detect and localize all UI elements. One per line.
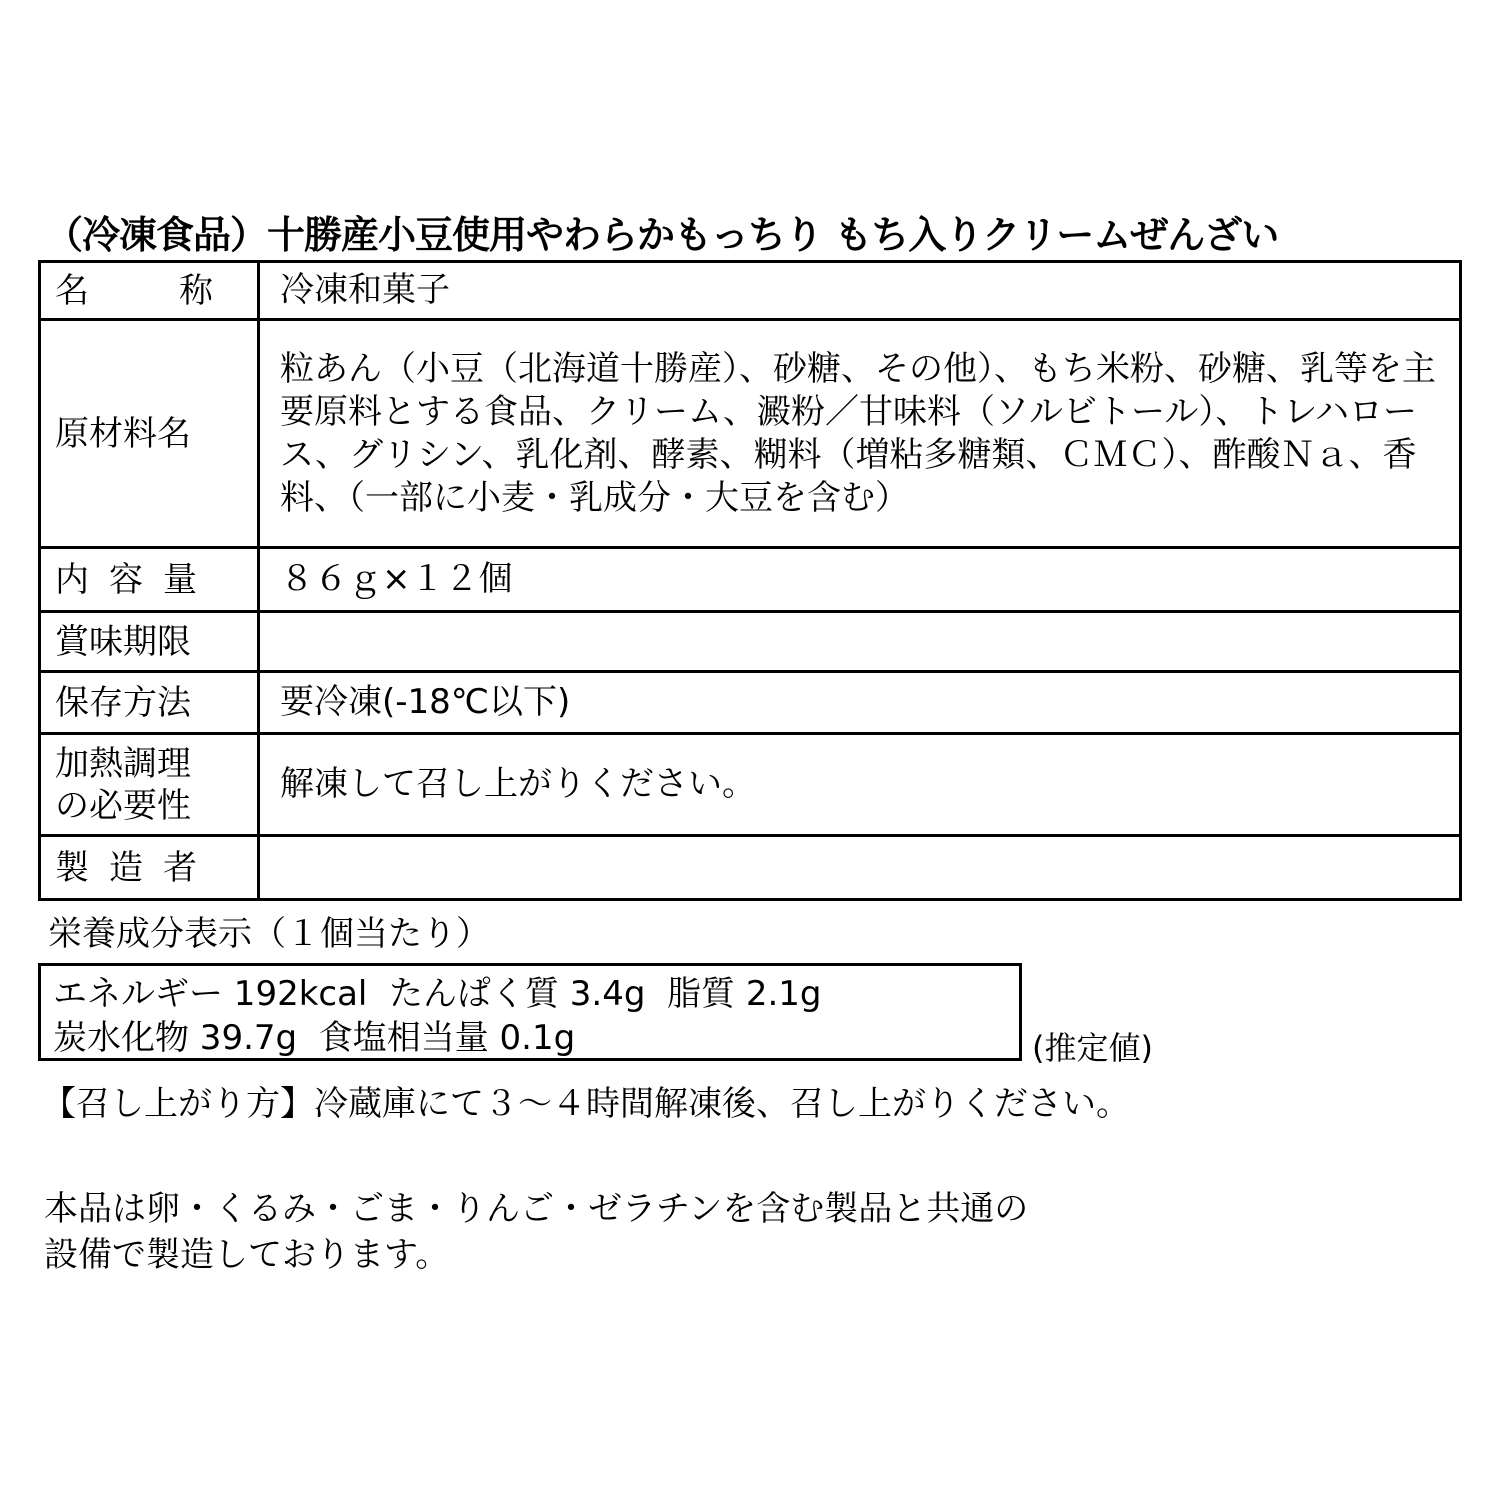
spec-label-contents: 内容量 <box>40 548 259 612</box>
allergen-notice: 本品は卵・くるみ・ごま・りんご・ゼラチンを含む製品と共通の設備で製造しております。 <box>44 1189 1029 1275</box>
spec-row-name <box>40 262 1461 320</box>
spec-label-heating <box>40 734 259 836</box>
spec-row-ingredients <box>40 320 1461 548</box>
nutrition-line-1: エネルギー 192kcal たんぱく質 3.4g 脂質 2.1g <box>53 974 822 1014</box>
spec-label-best-before: 賞味期限 <box>40 612 259 672</box>
spec-label-name: 名称 <box>40 262 259 320</box>
spec-row-storage <box>40 672 1461 734</box>
nutrition-heading: 栄養成分表示（１個当たり） <box>48 914 490 954</box>
spec-label-heating-line2: の必要性 <box>55 785 191 826</box>
nutrition-facts-box <box>38 963 1022 1061</box>
product-spec-table <box>38 260 1462 901</box>
spec-value-name: 冷凍和菓子 <box>259 262 1461 320</box>
spec-row-heating <box>40 734 1461 836</box>
spec-label-manufacturer: 製造者 <box>40 836 259 900</box>
spec-value-manufacturer <box>259 836 1461 900</box>
spec-value-ingredients: 粒あん（小豆（北海道十勝産）、砂糖、その他）、もち米粉、砂糖、乳等を主要原料とする食品、クリーム、澱粉／甘味料（ソルビトール）、トレハロース、グリシン、乳化剤、酵素、糊料（増粘多糖類、ＣＭＣ）、酢酸Ｎａ、香料、（一部に小麦・乳成分・大豆を含む） <box>259 320 1461 548</box>
spec-label-heating-line1: 加熱調理 <box>55 743 191 784</box>
serving-instructions: 【召し上がり方】冷蔵庫にて３～４時間解凍後、召し上がりください。 <box>42 1084 1130 1124</box>
spec-value-contents: ８６ｇ×１２個 <box>259 548 1461 612</box>
nutrition-line-2: 炭水化物 39.7g 食塩相当量 0.1g <box>53 1018 576 1058</box>
spec-label-storage: 保存方法 <box>40 672 259 734</box>
spec-row-contents <box>40 548 1461 612</box>
spec-value-best-before <box>259 612 1461 672</box>
spec-value-heating: 解凍して召し上がりください。 <box>259 734 1461 836</box>
nutrition-estimate-note: (推定値) <box>1032 1029 1153 1067</box>
spec-row-manufacturer <box>40 836 1461 900</box>
spec-value-storage: 要冷凍(-18℃以下) <box>259 672 1461 734</box>
spec-row-best-before <box>40 612 1461 672</box>
spec-label-ingredients: 原材料名 <box>40 320 259 548</box>
product-title: （冷凍食品）十勝産小豆使用やわらかもっちり もち入りクリームぜんざい <box>45 213 1279 257</box>
